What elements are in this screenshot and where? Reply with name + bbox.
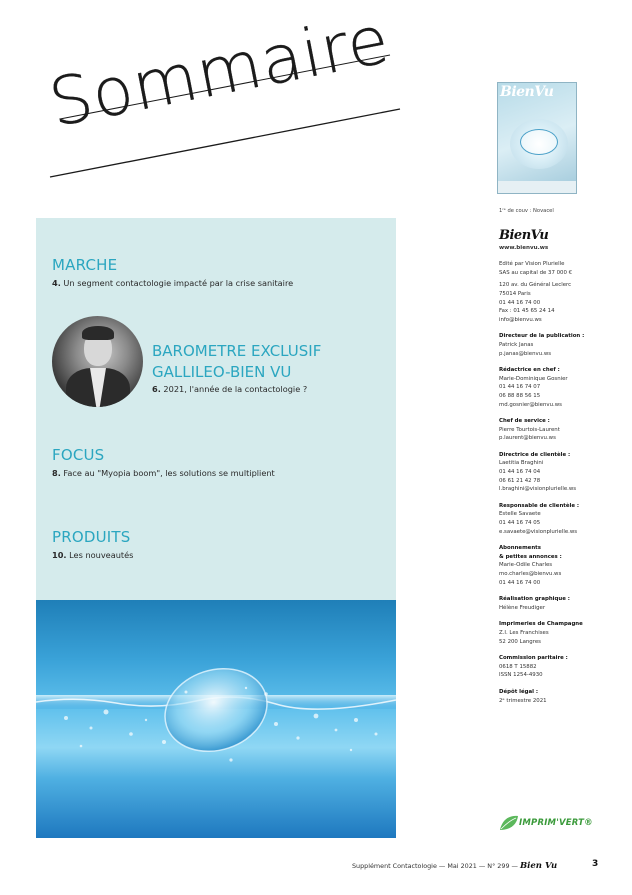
credit-line[interactable]: p.laurent@bienvu.ws: [499, 435, 556, 442]
credit-line: Z.I. Les Franchises: [499, 629, 549, 636]
heading-line-1: BAROMETRE EXCLUSIF: [152, 342, 322, 360]
credit-line: Patrick Janas: [499, 341, 534, 348]
credit-role: Directrice de clientèle :: [499, 451, 571, 458]
credit-role: Responsable de clientèle :: [499, 502, 580, 509]
credit-block: [499, 502, 625, 536]
contents-panel: [36, 218, 396, 600]
credit-line: Marie-Dominique Gosnier: [499, 375, 568, 382]
section-entry: [52, 550, 133, 560]
credit-line: 01 44 16 74 05: [499, 520, 541, 527]
credit-line: Laetitia Braghini: [499, 460, 544, 467]
entry-text: Un segment contactologie impacté par la crise sanitaire: [63, 278, 294, 288]
section-produits[interactable]: [52, 528, 133, 560]
credit-line: 52 200 Langres: [499, 638, 541, 645]
contact-lens-water-image: [36, 600, 396, 838]
credit-role: Réalisation graphique :: [499, 596, 570, 603]
credit-block: [499, 654, 625, 680]
entry-text: Face au "Myopia boom", les solutions se multiplient: [63, 468, 275, 478]
page-number: 4.: [52, 278, 61, 288]
credit-line[interactable]: p.janas@bienvu.ws: [499, 350, 552, 357]
credit-block: [499, 366, 625, 409]
credit-line: Pierre Tourtois-Laurent: [499, 426, 560, 433]
credit-line: 2ᵉ trimestre 2021: [499, 697, 547, 704]
heading-line-2: GALLILEO-BIEN VU: [152, 363, 292, 381]
credit-line[interactable]: md.gosnier@bienvu.ws: [499, 401, 562, 408]
credit-role: Imprimeries de Champagne: [499, 621, 583, 628]
imprimvert-logo: [499, 812, 599, 836]
credit-line: ISSN 1254-4930: [499, 672, 543, 679]
section-focus[interactable]: [52, 446, 275, 478]
credit-line: 01 44 16 74 00: [499, 579, 541, 586]
page-title: Sommaire: [43, 0, 396, 143]
section-heading: MARCHE: [52, 256, 118, 274]
credit-line[interactable]: mo.charles@bienvu.ws: [499, 571, 562, 577]
imprimvert-label: IMPRIM'VERT®: [519, 818, 593, 828]
address-block: 120 av. du Général Leclerc 75014 Paris 01 44 16 74 00 Fax : 01 45 65 24 14 info@bienvu.ws: [499, 281, 625, 324]
section-heading: FOCUS: [52, 446, 105, 464]
credit-line[interactable]: e.savaete@visionplurielle.ws: [499, 528, 578, 535]
credit-line: Marie-Odile Charles: [499, 562, 553, 569]
page-number: 6.: [152, 384, 161, 394]
credit-line: 01 44 16 74 04: [499, 469, 541, 476]
cover-logo: BienVu: [500, 84, 554, 100]
section-heading: PRODUITS: [52, 528, 131, 546]
leaf-icon: [499, 814, 519, 832]
staff-list: [499, 332, 625, 705]
credit-line: Estelle Savaete: [499, 511, 541, 518]
credit-block: [499, 332, 625, 358]
section-marche[interactable]: [52, 256, 293, 288]
credits-column: [499, 207, 625, 705]
footer-text: Supplément Contactologie — Mai 2021 — N° 299 —: [352, 862, 518, 870]
credit-block: [499, 620, 625, 646]
footer: [352, 861, 557, 871]
section-entry: [52, 468, 275, 478]
credit-block: [499, 451, 625, 494]
credit-role: Abonnements & petites annonces :: [499, 545, 562, 560]
credit-role: Dépôt légal :: [499, 688, 539, 695]
credit-line[interactable]: l.braghini@visionplurielle.ws: [499, 486, 577, 493]
credit-block: [499, 544, 625, 587]
title-block: [40, 0, 410, 185]
website-link[interactable]: www.bienvu.ws: [499, 244, 549, 251]
credit-block: [499, 595, 625, 612]
email-link[interactable]: info@bienvu.ws: [499, 316, 542, 323]
credit-role: Commission paritaire :: [499, 655, 568, 662]
portrait-photo: [52, 316, 143, 407]
entry-text: Les nouveautés: [69, 550, 134, 560]
credit-block: [499, 417, 625, 443]
publisher-block: Edité par Vision Plurielle SAS au capital de 37 000 €: [499, 261, 573, 276]
page-number: 3: [592, 859, 599, 869]
section-heading-barometre[interactable]: [152, 341, 321, 383]
section-entry: [52, 278, 293, 288]
footer-brand: Bien Vu: [519, 861, 558, 871]
credit-role: Directeur de la publication :: [499, 333, 585, 340]
credit-line: 06 88 88 56 15: [499, 392, 541, 399]
credit-line: 0618 T 15882: [499, 663, 537, 670]
credit-line: 01 44 16 74 07: [499, 384, 541, 391]
page-number: 10.: [52, 550, 67, 560]
credit-block: [499, 688, 625, 705]
section-entry-barometre: [152, 384, 307, 394]
credit-role: Chef de service :: [499, 418, 550, 425]
page-number: 8.: [52, 468, 61, 478]
credit-role: Rédactrice en chef :: [499, 367, 560, 374]
credit-line: 06 61 21 42 78: [499, 477, 541, 484]
credit-line: Hélène Freudiger: [499, 604, 546, 611]
bienvu-logo: BienVu: [499, 227, 549, 243]
magazine-cover-thumbnail: [497, 82, 577, 194]
cover-caption: 1ʳᵉ de couv : Novacel: [499, 208, 554, 214]
entry-text: 2021, l'année de la contactologie ?: [163, 384, 308, 394]
